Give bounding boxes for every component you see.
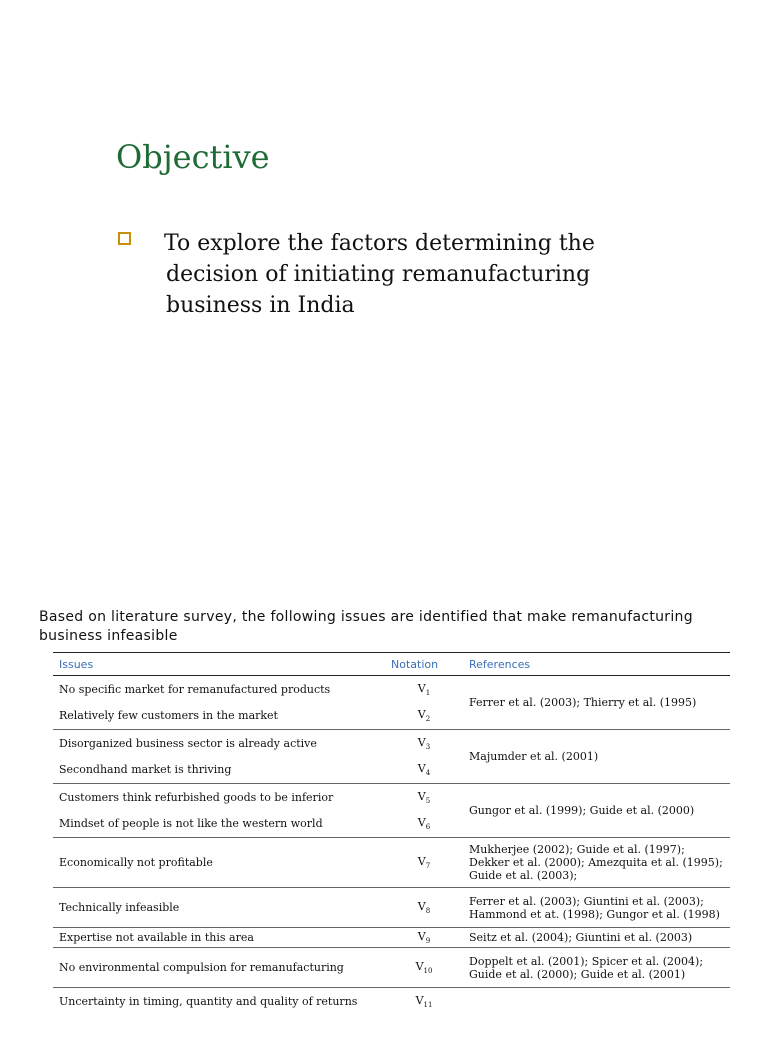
issue-cell <box>53 1015 385 1042</box>
references-cell: Ferrer et al. (2003); Thierry et al. (1995) <box>463 676 730 730</box>
intro-paragraph: Based on literature survey, the following issues are identified that make remanufacturing business infeasible <box>39 609 693 644</box>
table-header-row <box>53 653 730 676</box>
issue-cell: Disorganized business sector is already active <box>53 730 385 757</box>
notation-cell: $V_6$ <box>417 816 431 832</box>
notation-cell: $V_1$ <box>385 676 463 703</box>
issue-cell: No environmental compulsion for remanufacturing <box>53 948 385 988</box>
notation-cell: $V_3$ <box>385 730 463 757</box>
notation-cell: $V_2$ <box>417 708 431 724</box>
objective-text: To explore the factors determining the decision of initiating remanufacturing business in India <box>164 231 595 318</box>
notation-subscript: 1 <box>425 688 431 697</box>
slide-title: Objective <box>116 138 270 176</box>
table-row <box>53 948 730 988</box>
notation-subscript: 9 <box>425 937 431 946</box>
notation-subscript: 11 <box>423 1000 433 1009</box>
issue-cell: Relatively few customers in the market <box>59 709 278 723</box>
issue-cell: Secondhand market is thriving <box>59 763 232 777</box>
notation-subscript: 7 <box>425 862 431 871</box>
references-cell: Doppelt et al. (2001); Spicer et al. (2004); Guide et al. (2000); Guide et al. (2001) <box>463 948 730 988</box>
issue-cell: Economically not profitable <box>53 838 385 888</box>
notation-cell <box>385 1015 463 1042</box>
table-body <box>53 676 730 1042</box>
table-row <box>53 730 730 757</box>
notation-cell: $V_5$ <box>385 784 463 811</box>
notation-subscript: 5 <box>425 796 431 805</box>
notation-subscript: 6 <box>425 823 431 832</box>
objective-bullet <box>118 228 638 321</box>
issue-cell: No specific market for remanufactured products <box>53 676 385 703</box>
notation-subscript: 2 <box>425 715 431 724</box>
table-row <box>53 988 730 1015</box>
table-row <box>53 784 730 811</box>
references-cell: Majumder et al. (2001) <box>463 730 730 784</box>
notation-cell: $V_7$ <box>385 838 463 888</box>
issue-cell: Uncertainty in timing, quantity and quality of returns <box>53 988 385 1015</box>
references-cell: Seitz et al. (2004); Giuntini et al. (2003) <box>463 928 730 948</box>
notation-cell: $V_{11}$ <box>385 988 463 1015</box>
notation-subscript: 4 <box>425 769 431 778</box>
issue-cell: Technically infeasible <box>53 888 385 928</box>
notation-cell: $V_8$ <box>385 888 463 928</box>
square-bullet-icon <box>118 232 131 245</box>
notation-cell: $V_4$ <box>417 762 431 778</box>
references-cell: Ferrer et al. (2003); Giuntini et al. (2003); Hammond et at. (1998); Gungor et al. (1998) <box>463 888 730 928</box>
header-issues: Issues <box>53 653 385 676</box>
notation-cell: $V_{10}$ <box>385 948 463 988</box>
references-cell: Mukherjee (2002); Guide et al. (1997); Dekker et al. (2000); Amezquita et al. (1995); Guide et al. (2003); <box>463 838 730 888</box>
notation-subscript: 8 <box>425 907 431 916</box>
header-references: References <box>463 653 730 676</box>
issue-cell: Customers think refurbished goods to be inferior <box>53 784 385 811</box>
notation-cell: $V_9$ <box>385 928 463 948</box>
table-row <box>53 676 730 703</box>
references-cell <box>463 988 730 1042</box>
notation-subscript: 10 <box>423 967 433 976</box>
table-row <box>53 838 730 888</box>
issue-cell: Expertise not available in this area <box>53 928 385 948</box>
issues-table <box>53 652 730 1042</box>
issue-cell: Mindset of people is not like the western world <box>59 817 323 831</box>
table-row <box>53 928 730 948</box>
notation-subscript: 3 <box>425 742 431 751</box>
references-cell: Gungor et al. (1999); Guide et al. (2000) <box>463 784 730 838</box>
header-notation: Notation <box>385 653 463 676</box>
table-row <box>53 888 730 928</box>
